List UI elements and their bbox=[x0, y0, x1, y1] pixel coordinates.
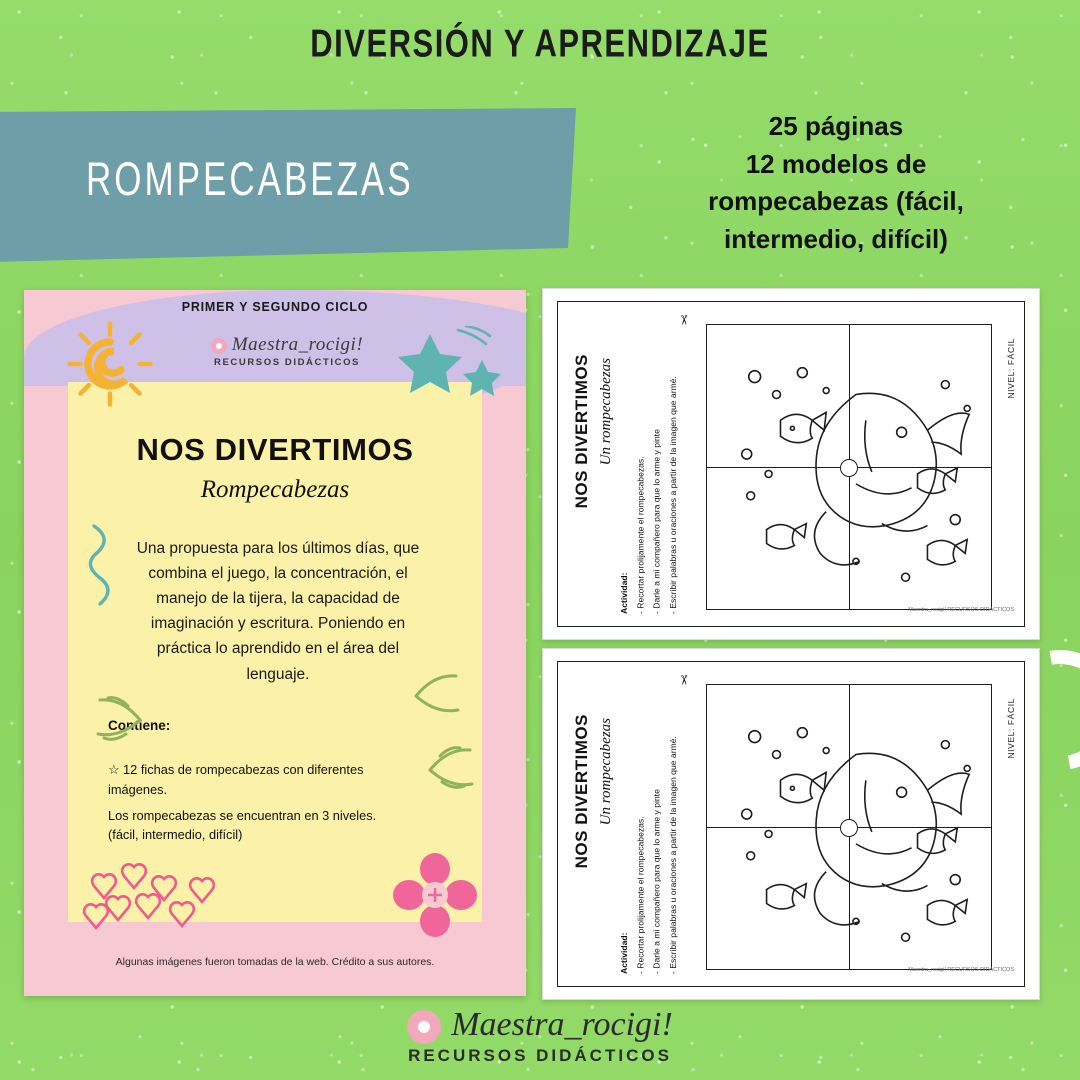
flower-icon bbox=[392, 852, 478, 938]
cover-contains-list bbox=[108, 760, 408, 845]
info-line-3: rompecabezas (fácil, bbox=[708, 186, 964, 217]
worksheet-subtitle: Un rompecabezas bbox=[598, 718, 614, 826]
worksheet-title: NOS DIVERTIMOS bbox=[572, 354, 591, 509]
cover-top-label: PRIMER Y SEGUNDO CICLO bbox=[181, 300, 369, 314]
list-item: Los rompecabezas se encuentran en 3 niveles. (fácil, intermedio, difícil) bbox=[108, 807, 377, 843]
list-item: ☆ 12 fichas de rompecabezas con diferentes imágenes. bbox=[108, 762, 364, 797]
worksheet-activity bbox=[616, 724, 681, 974]
activity-item: - Recortar prolijamente el rompecabezas. bbox=[635, 816, 646, 974]
activity-item: - Darle a mi compañero para que lo arme y pinte bbox=[651, 429, 662, 614]
cover-logo-subtitle: RECURSOS DIDÁCTICOS bbox=[214, 357, 360, 368]
hearts-icon bbox=[80, 858, 260, 938]
worksheet-subtitle: Un rompecabezas bbox=[598, 358, 614, 466]
worksheet-level: NIVEL: FÁCIL bbox=[1006, 698, 1016, 759]
footer-logo bbox=[0, 1006, 1080, 1066]
squiggle-icon bbox=[80, 520, 136, 612]
flower-icon bbox=[211, 338, 227, 354]
fish-drawing bbox=[707, 685, 991, 969]
cover-footer: Algunas imágenes fueron tomadas de la web. Crédito a sus autores. bbox=[115, 956, 435, 968]
scissors-icon: ✂ bbox=[676, 674, 692, 686]
flower-icon bbox=[407, 1010, 441, 1044]
cover-contains-label: Contiene: bbox=[108, 718, 171, 733]
cover-logo bbox=[192, 334, 382, 368]
worksheet-border bbox=[557, 301, 1025, 627]
worksheet-credit: Maestra_rocigi! RECURSOS DIDÁCTICOS bbox=[908, 606, 1014, 613]
scissors-icon: ✂ bbox=[676, 314, 692, 326]
puzzle-image-1 bbox=[706, 324, 992, 610]
banner-label: ROMPECABEZAS bbox=[86, 153, 414, 206]
activity-item: - Escribir palabras u oraciones a partir de la imagen que armé. bbox=[667, 736, 678, 974]
activity-item: - Recortar prolijamente el rompecabezas. bbox=[635, 456, 646, 614]
footer-logo-brand: Maestra_rocigi! bbox=[0, 1006, 1080, 1044]
info-block bbox=[636, 108, 1036, 259]
cover-card[interactable] bbox=[24, 290, 526, 996]
cover-subheading: Rompecabezas bbox=[200, 476, 350, 503]
worksheet-title: NOS DIVERTIMOS bbox=[572, 714, 591, 869]
info-line-1: 25 páginas bbox=[768, 111, 904, 141]
page-title: DIVERSIÓN Y APRENDIZAJE bbox=[310, 21, 770, 66]
cover-paragraph: Una propuesta para los últimos días, que combina el juego, la concentración, el manejo de la tijera, la capacidad de imaginación y escritura. Poniendo en práctica lo aprendido en el área del lenguaje. bbox=[136, 540, 420, 683]
footer-logo-subtitle: RECURSOS DIDÁCTICOS bbox=[408, 1046, 672, 1065]
leaf-icon bbox=[80, 690, 148, 750]
worksheet-activity bbox=[616, 364, 681, 614]
leaf-icon bbox=[422, 738, 496, 802]
cover-logo-brand: Maestra_rocigi! bbox=[192, 334, 382, 356]
worksheet-page-1[interactable] bbox=[542, 288, 1040, 640]
worksheet-credit: Maestra_rocigi! RECURSOS DIDÁCTICOS bbox=[908, 966, 1014, 973]
fish-drawing bbox=[707, 325, 991, 609]
worksheet-page-2[interactable] bbox=[542, 648, 1040, 1000]
info-line-4: intermedio, difícil) bbox=[724, 224, 948, 255]
activity-item: - Escribir palabras u oraciones a partir de la imagen que armé. bbox=[667, 376, 678, 614]
cover-heading: NOS DIVERTIMOS bbox=[136, 432, 414, 467]
leaf-icon bbox=[410, 668, 476, 726]
activity-label: Actividad: bbox=[619, 932, 629, 974]
stars-icon bbox=[384, 326, 514, 406]
worksheet-level: NIVEL: FÁCIL bbox=[1006, 338, 1016, 399]
puzzle-image-2 bbox=[706, 684, 992, 970]
worksheet-border bbox=[557, 661, 1025, 987]
sun-icon bbox=[64, 318, 156, 410]
activity-label: Actividad: bbox=[619, 572, 629, 614]
info-line-2: 12 modelos de bbox=[745, 148, 927, 179]
activity-item: - Darle a mi compañero para que lo arme y pinte bbox=[651, 789, 662, 974]
